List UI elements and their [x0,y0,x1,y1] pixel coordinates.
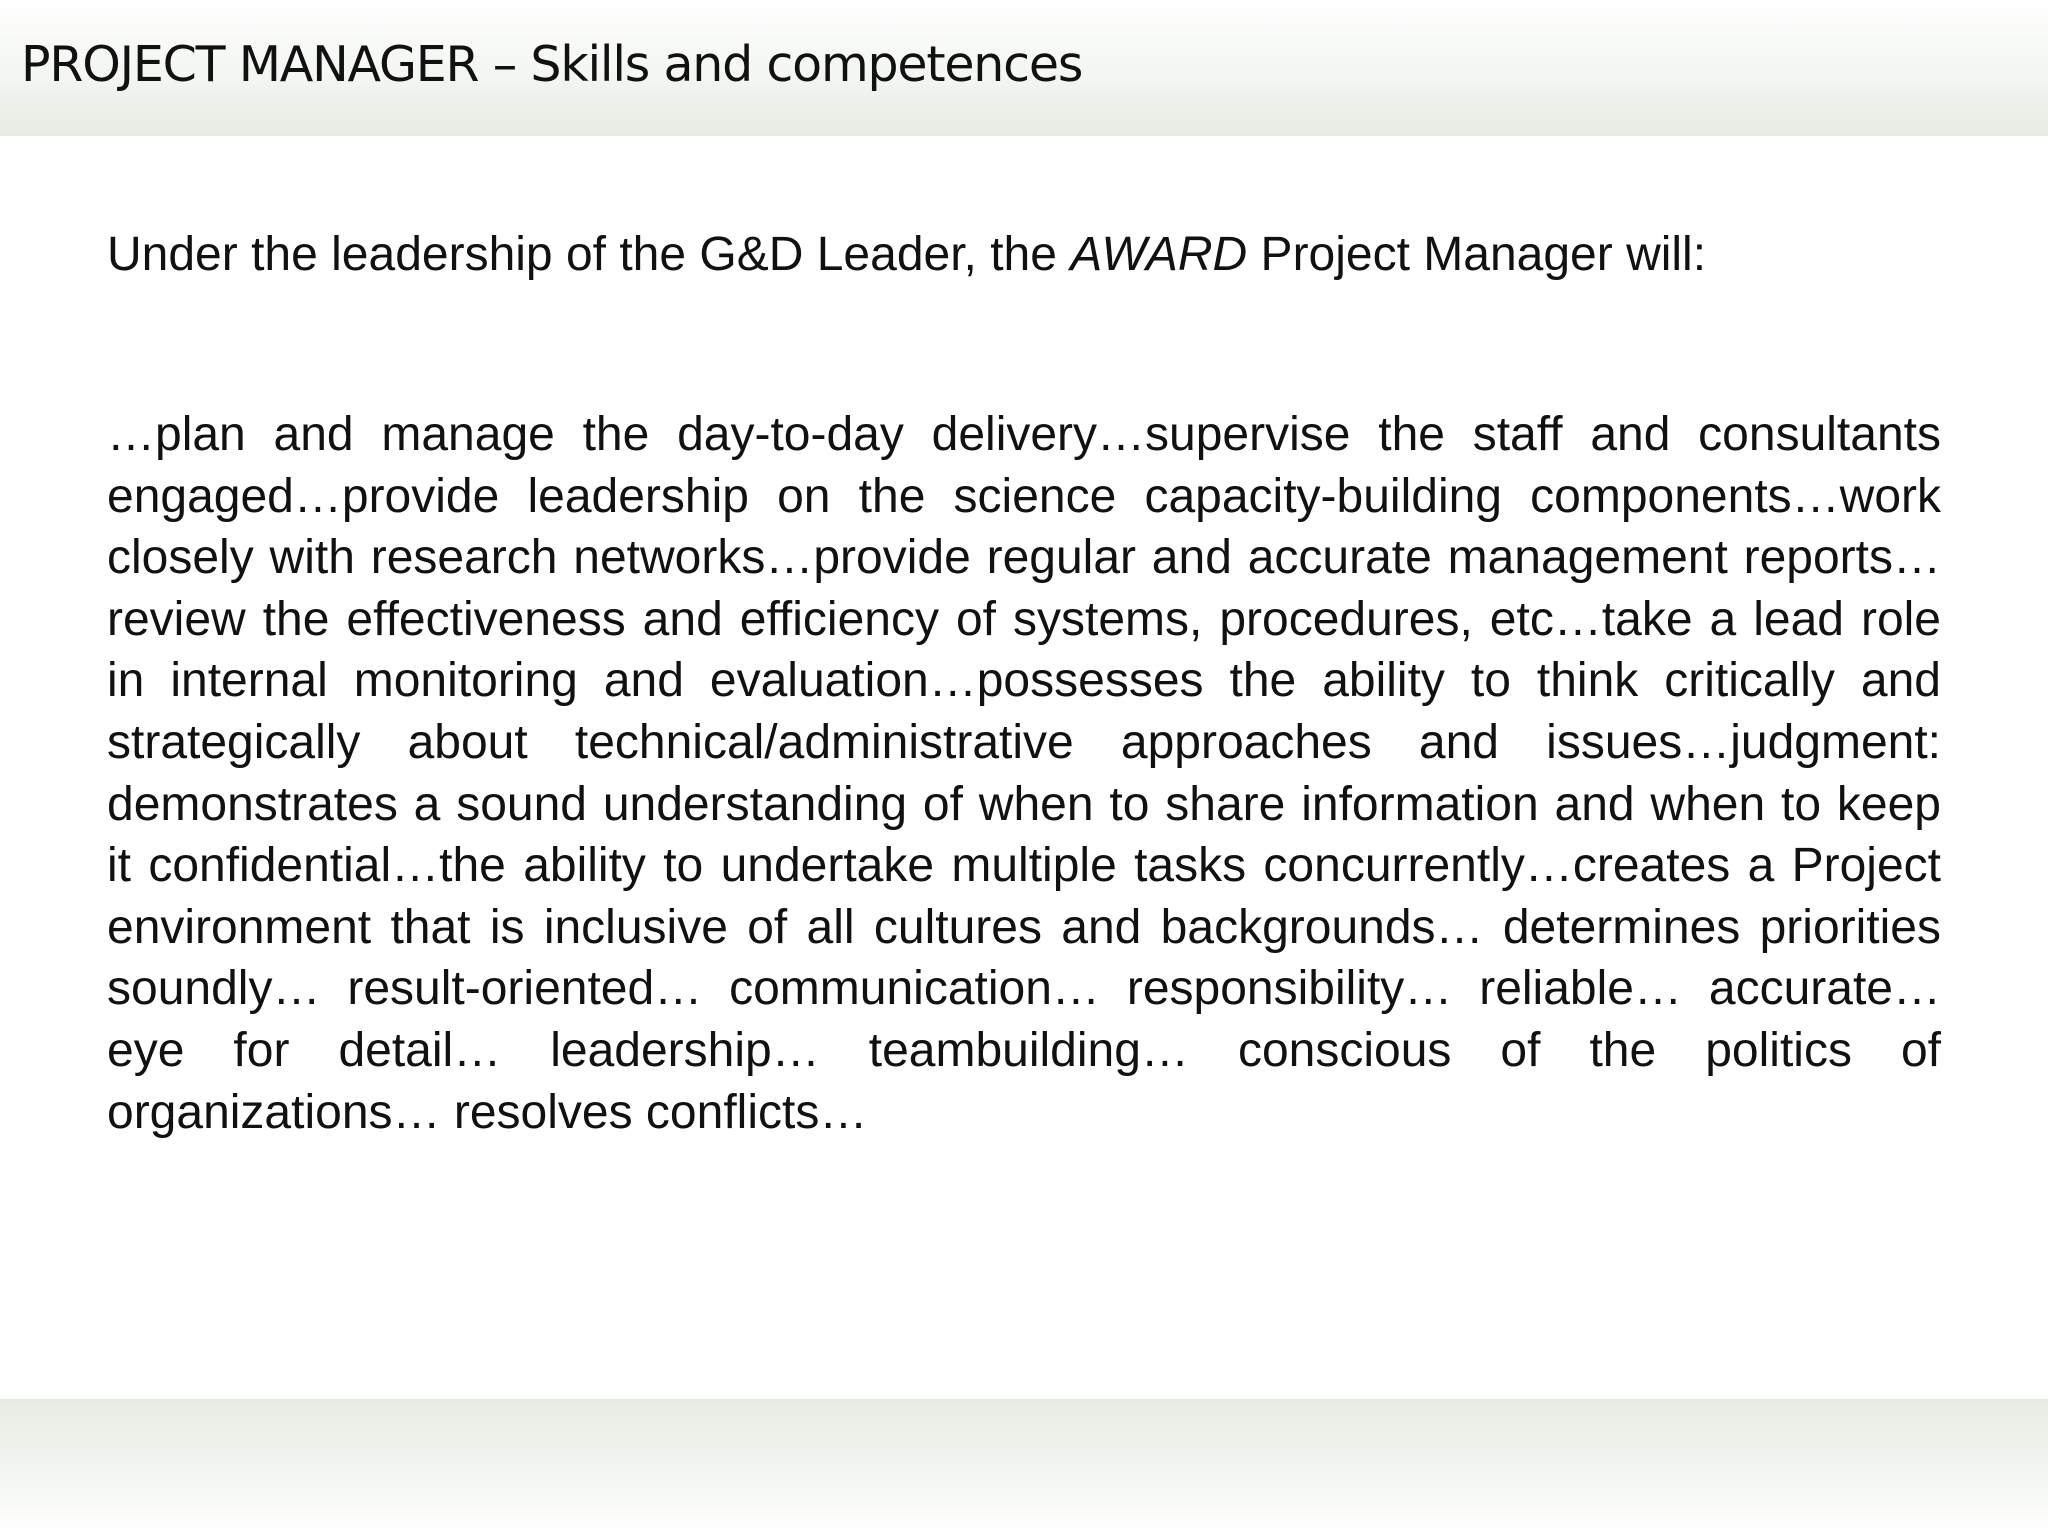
duties-paragraph: …plan and manage the day-to-day delivery…supervise the staff and consultants engaged…provide leadership on the science capacity-building components…work closely with research networks…provide regular and accurate management reports…review the effectiveness and efficiency of systems, procedures, etc…take a lead role in internal monitoring and evaluation…possesses the ability to think critically and strategically about technical/administrative approaches and issues…judgment: demonstrates a sound understanding of when to share information and when to keep it confidential…the ability to undertake multiple tasks concurrently…creates a Project environment that is inclusive of all cultures and backgrounds… determines priorities soundly… result-oriented… communication… responsibility… reliable… accurate… eye for detail… leadership… teambuilding… conscious of the politics of organizations… resolves conflicts… [107,408,1941,1139]
intro-text-after: Project Manager will: [1247,228,1707,281]
slide-title: PROJECT MANAGER – Skills and competences [21,36,1083,93]
intro-line [107,224,1947,286]
intro-text-before: Under the leadership of the G&D Leader, the [107,228,1071,281]
intro-emphasis-award: AWARD [1070,228,1248,281]
footer-band [0,1399,2048,1536]
